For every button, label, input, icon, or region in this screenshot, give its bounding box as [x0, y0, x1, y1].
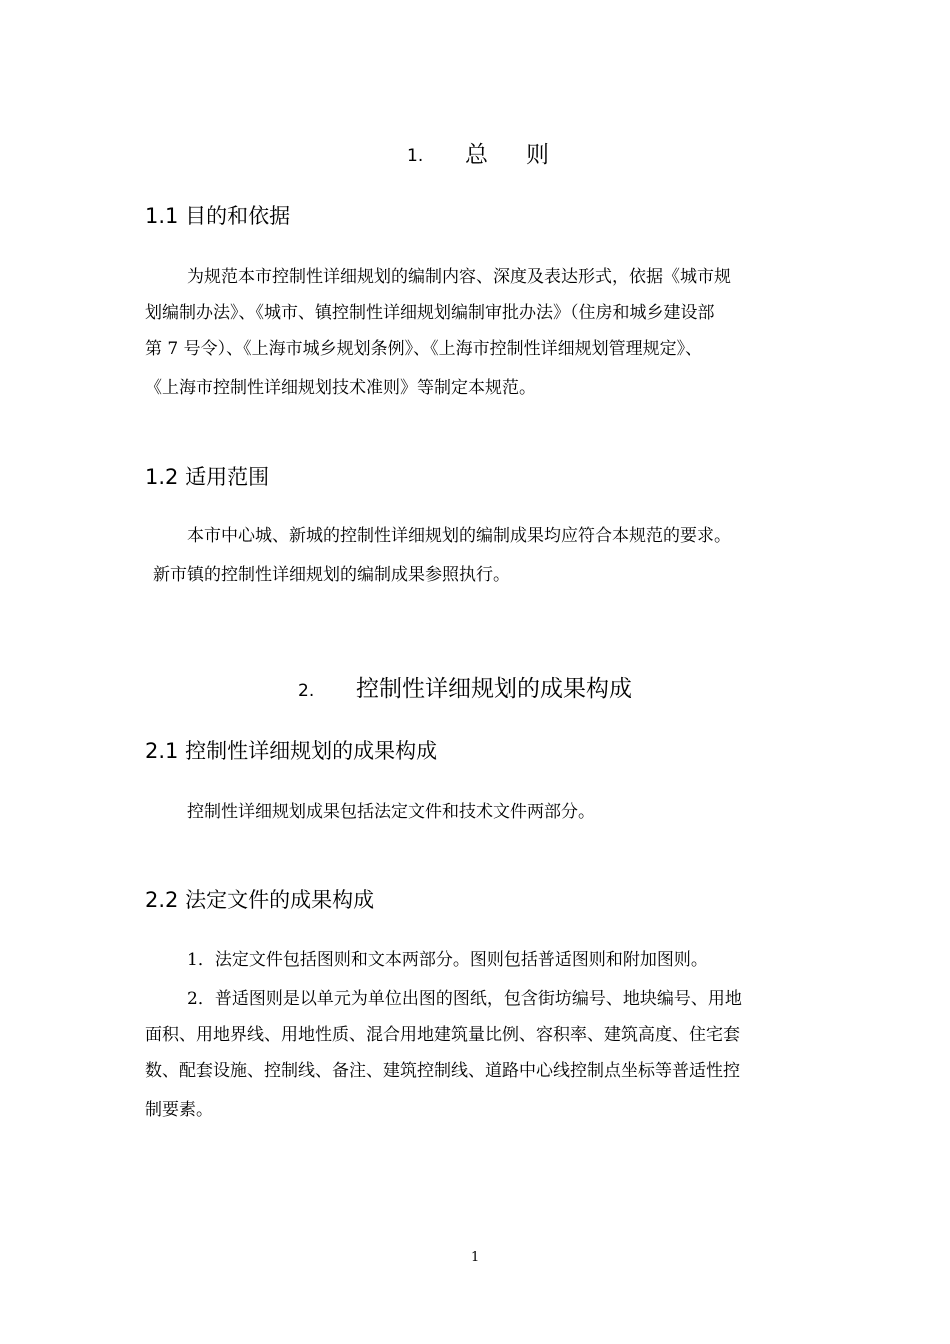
paragraph-line: 本市中心城、新城的控制性详细规划的编制成果均应符合本规范的要求。: [187, 526, 731, 546]
paragraph-line: 第 7 号令）、《上海市城乡规划条例》、《上海市控制性详细规划管理规定》、: [145, 339, 703, 359]
paragraph-line: 数、配套设施、控制线、备注、建筑控制线、道路中心线控制点坐标等普适性控: [145, 1061, 740, 1081]
paragraph-line: 《上海市控制性详细规划技术准则》等制定本规范。: [145, 378, 536, 398]
paragraph-line: 新市镇的控制性详细规划的编制成果参照执行。: [153, 565, 510, 585]
paragraph-line: 制要素。: [145, 1100, 213, 1120]
section-2-2-heading: 2.2 法定文件的成果构成: [145, 888, 375, 912]
chapter-2-title: 控制性详细规划的成果构成: [356, 676, 632, 702]
paragraph-line: 面积、用地界线、用地性质、混合用地建筑量比例、容积率、建筑高度、住宅套: [145, 1025, 740, 1045]
section-1-2-heading: 1.2 适用范围: [145, 465, 270, 489]
chapter-1-title: 总则: [465, 142, 587, 168]
section-2-1-heading: 2.1 控制性详细规划的成果构成: [145, 739, 438, 763]
section-1-1-heading: 1.1 目的和依据: [145, 204, 291, 228]
paragraph-line: 1．法定文件包括图则和文本两部分。图则包括普适图则和附加图则。: [187, 950, 708, 970]
chapter-2-number: 2.: [298, 681, 315, 701]
paragraph-line: 划编制办法》、《城市、镇控制性详细规划编制审批办法》（住房和城乡建设部: [145, 303, 715, 323]
page-number: 1: [471, 1250, 480, 1265]
chapter-1-number: 1.: [407, 146, 424, 166]
paragraph-line: 为规范本市控制性详细规划的编制内容、深度及表达形式，依据《城市规: [187, 267, 731, 287]
paragraph-line: 控制性详细规划成果包括法定文件和技术文件两部分。: [187, 802, 595, 822]
paragraph-line: 2．普适图则是以单元为单位出图的图纸，包含街坊编号、地块编号、用地: [187, 989, 742, 1009]
